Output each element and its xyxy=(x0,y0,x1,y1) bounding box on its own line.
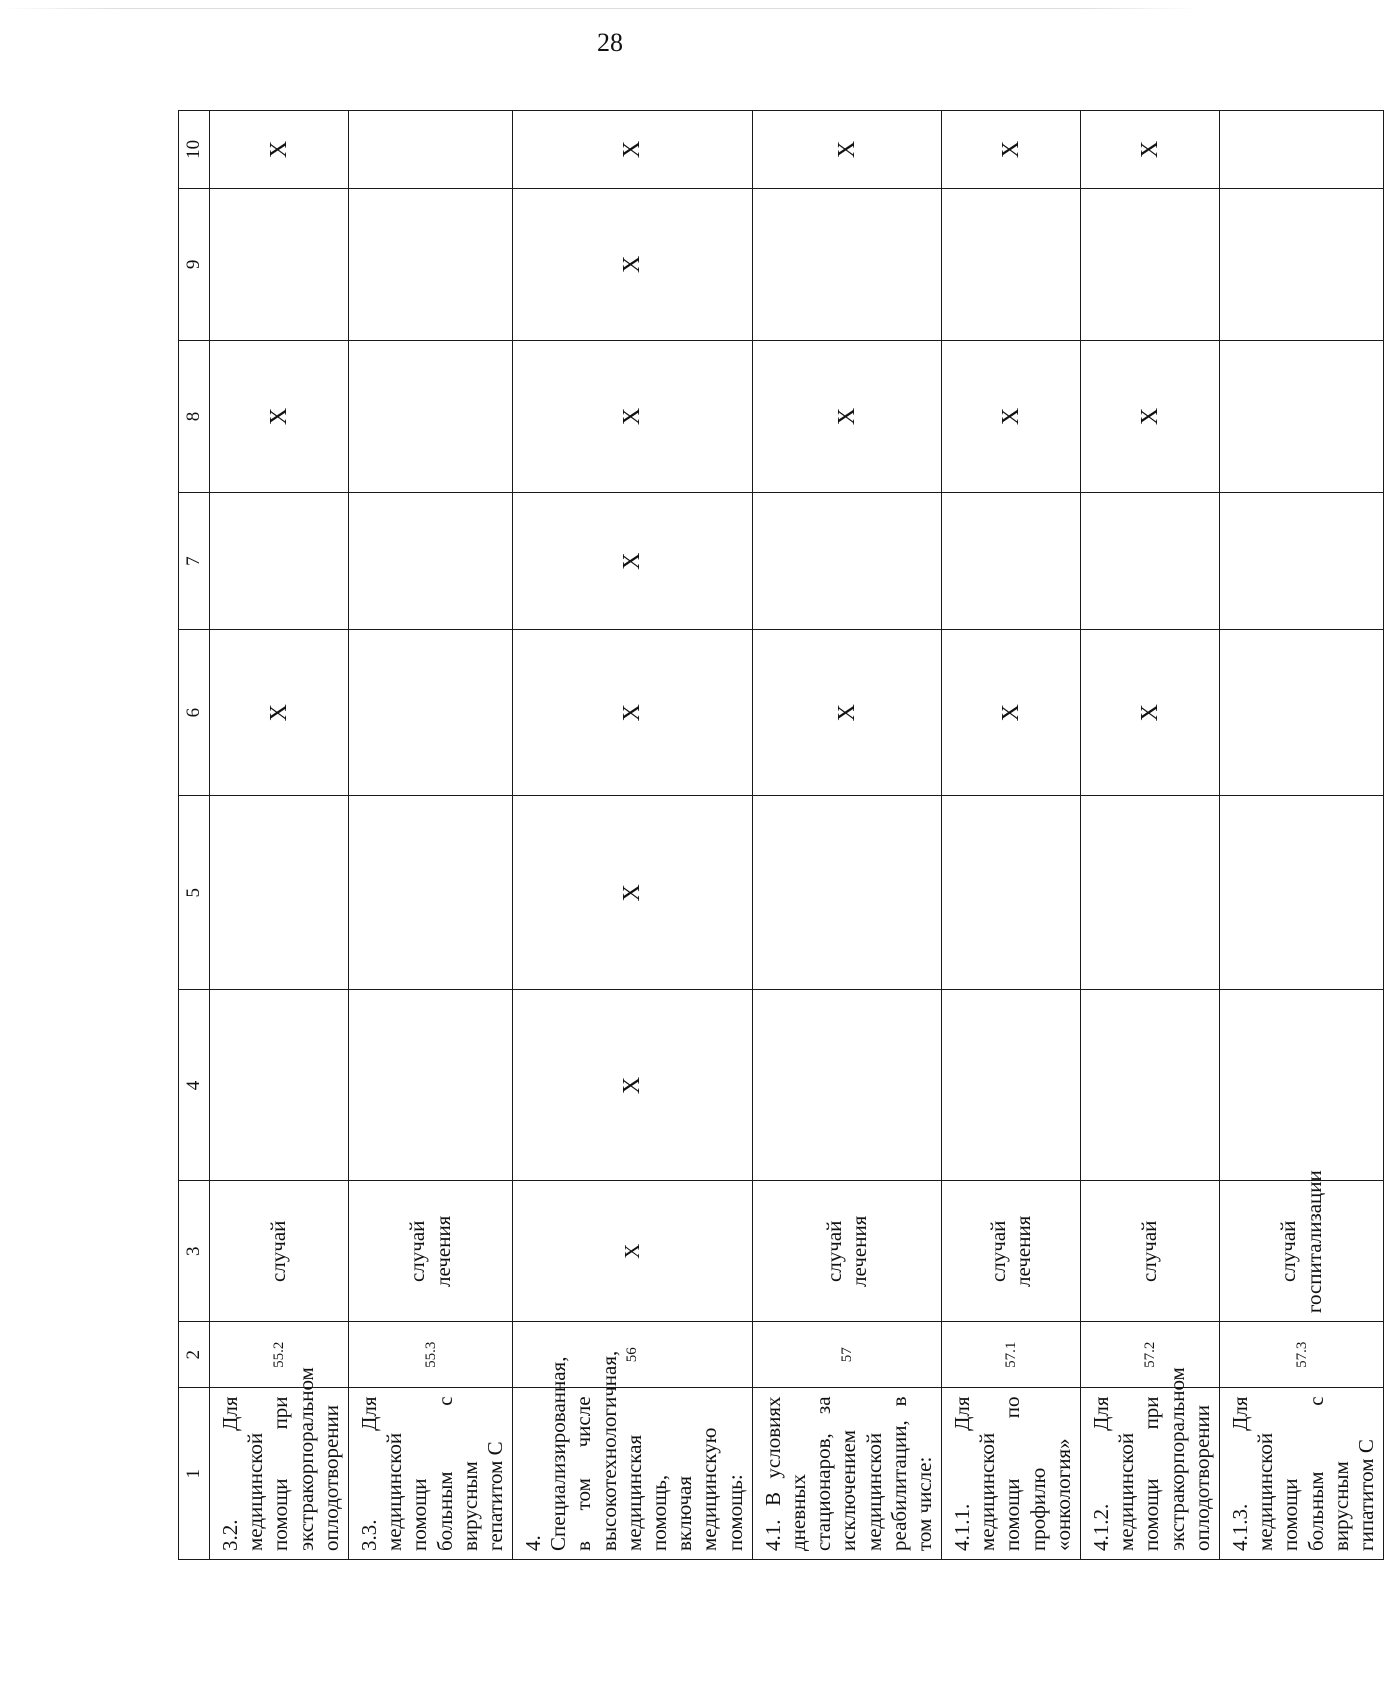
row-name-cell: 3.2. Для медицинской помощи при экстракорпоральном оплодотворении xyxy=(210,1388,349,1560)
row-value-cell xyxy=(348,990,512,1181)
row-value-cell: X xyxy=(210,340,349,492)
row-unit-cell: X xyxy=(513,1181,753,1322)
table-row xyxy=(1081,111,1220,1560)
row-value-cell: X xyxy=(1081,111,1220,189)
row-value-cell: X xyxy=(752,630,941,796)
row-value-cell xyxy=(348,188,512,340)
row-value-cell xyxy=(1219,340,1383,492)
row-name-cell: 4.1. В условиях дневных стационаров, за исключением медицинской реабилитации, в том числе: xyxy=(752,1388,941,1560)
row-value-cell: X xyxy=(513,340,753,492)
row-value-cell xyxy=(1081,990,1220,1181)
row-value-cell: X xyxy=(513,630,753,796)
column-number: 3 xyxy=(179,1181,210,1322)
column-number: 10 xyxy=(179,111,210,189)
row-code-cell: 55.2 xyxy=(210,1322,349,1388)
row-value-cell: X xyxy=(1081,340,1220,492)
column-number: 6 xyxy=(179,630,210,796)
row-value-cell xyxy=(210,796,349,990)
row-value-cell xyxy=(942,990,1081,1181)
row-value-cell xyxy=(752,493,941,630)
row-value-cell: X xyxy=(513,111,753,189)
table-row xyxy=(752,111,941,1560)
row-unit-cell: случай лечения xyxy=(348,1181,512,1322)
row-value-cell: X xyxy=(513,990,753,1181)
table-row xyxy=(513,111,753,1560)
row-value-cell xyxy=(942,493,1081,630)
row-unit-cell: случай госпитализации xyxy=(1219,1181,1383,1322)
row-name-cell: 4.1.1. Для медицинской помощи по профилю «онкология» xyxy=(942,1388,1081,1560)
row-value-cell xyxy=(210,188,349,340)
row-name-cell: 4. Специализированная, в том числе высокотехнологичная, медицинская помощь, включая медицинскую помощь: xyxy=(513,1388,753,1560)
column-number: 8 xyxy=(179,340,210,492)
row-value-cell: X xyxy=(210,630,349,796)
row-value-cell: X xyxy=(942,111,1081,189)
column-number: 9 xyxy=(179,188,210,340)
row-value-cell xyxy=(348,630,512,796)
table-row xyxy=(210,111,349,1560)
row-value-cell: X xyxy=(942,340,1081,492)
row-code-cell: 55.3 xyxy=(348,1322,512,1388)
table-row xyxy=(1219,111,1383,1560)
row-unit-cell: случай xyxy=(210,1181,349,1322)
row-value-cell xyxy=(1219,188,1383,340)
row-unit-cell: случай xyxy=(1081,1181,1220,1322)
row-value-cell xyxy=(752,188,941,340)
row-value-cell: X xyxy=(513,188,753,340)
row-value-cell xyxy=(348,493,512,630)
row-unit-cell: случай лечения xyxy=(752,1181,941,1322)
row-value-cell: X xyxy=(513,796,753,990)
table-body xyxy=(210,111,1384,1560)
row-value-cell: X xyxy=(752,111,941,189)
row-value-cell xyxy=(1081,796,1220,990)
row-value-cell xyxy=(348,340,512,492)
row-value-cell xyxy=(942,188,1081,340)
rotated-table-container xyxy=(178,110,1378,1560)
scan-top-edge xyxy=(0,8,1200,9)
row-value-cell xyxy=(1219,493,1383,630)
page-number: 28 xyxy=(597,28,623,57)
column-number-row xyxy=(179,111,210,1560)
row-value-cell xyxy=(1219,796,1383,990)
row-value-cell: X xyxy=(513,493,753,630)
row-code-cell: 57.2 xyxy=(1081,1322,1220,1388)
column-number: 5 xyxy=(179,796,210,990)
row-value-cell xyxy=(942,796,1081,990)
row-value-cell: X xyxy=(210,111,349,189)
table-row xyxy=(348,111,512,1560)
row-name-cell: 3.3. Для медицинской помощи больным с вирусным гепатитом С xyxy=(348,1388,512,1560)
row-value-cell xyxy=(1219,990,1383,1181)
table-row xyxy=(942,111,1081,1560)
row-code-cell: 57.1 xyxy=(942,1322,1081,1388)
row-value-cell xyxy=(348,111,512,189)
data-table xyxy=(178,110,1384,1560)
row-name-cell: 4.1.3. Для медицинской помощи больным с вирусным гипатитом С xyxy=(1219,1388,1383,1560)
row-code-cell: 57 xyxy=(752,1322,941,1388)
row-value-cell: X xyxy=(942,630,1081,796)
row-value-cell: X xyxy=(752,340,941,492)
row-value-cell xyxy=(1219,630,1383,796)
row-value-cell xyxy=(752,990,941,1181)
row-value-cell xyxy=(1081,493,1220,630)
row-code-cell: 57.3 xyxy=(1219,1322,1383,1388)
row-unit-cell: случай лечения xyxy=(942,1181,1081,1322)
column-number: 2 xyxy=(179,1322,210,1388)
row-value-cell xyxy=(210,990,349,1181)
row-value-cell xyxy=(1081,188,1220,340)
row-value-cell: X xyxy=(1081,630,1220,796)
row-value-cell xyxy=(348,796,512,990)
row-value-cell xyxy=(752,796,941,990)
row-value-cell xyxy=(210,493,349,630)
row-name-cell: 4.1.2. Для медицинской помощи при экстракорпоральном оплодотворении xyxy=(1081,1388,1220,1560)
row-code-cell: 56 xyxy=(513,1322,753,1388)
column-number: 4 xyxy=(179,990,210,1181)
column-number: 7 xyxy=(179,493,210,630)
column-number: 1 xyxy=(179,1388,210,1560)
row-value-cell xyxy=(1219,111,1383,189)
